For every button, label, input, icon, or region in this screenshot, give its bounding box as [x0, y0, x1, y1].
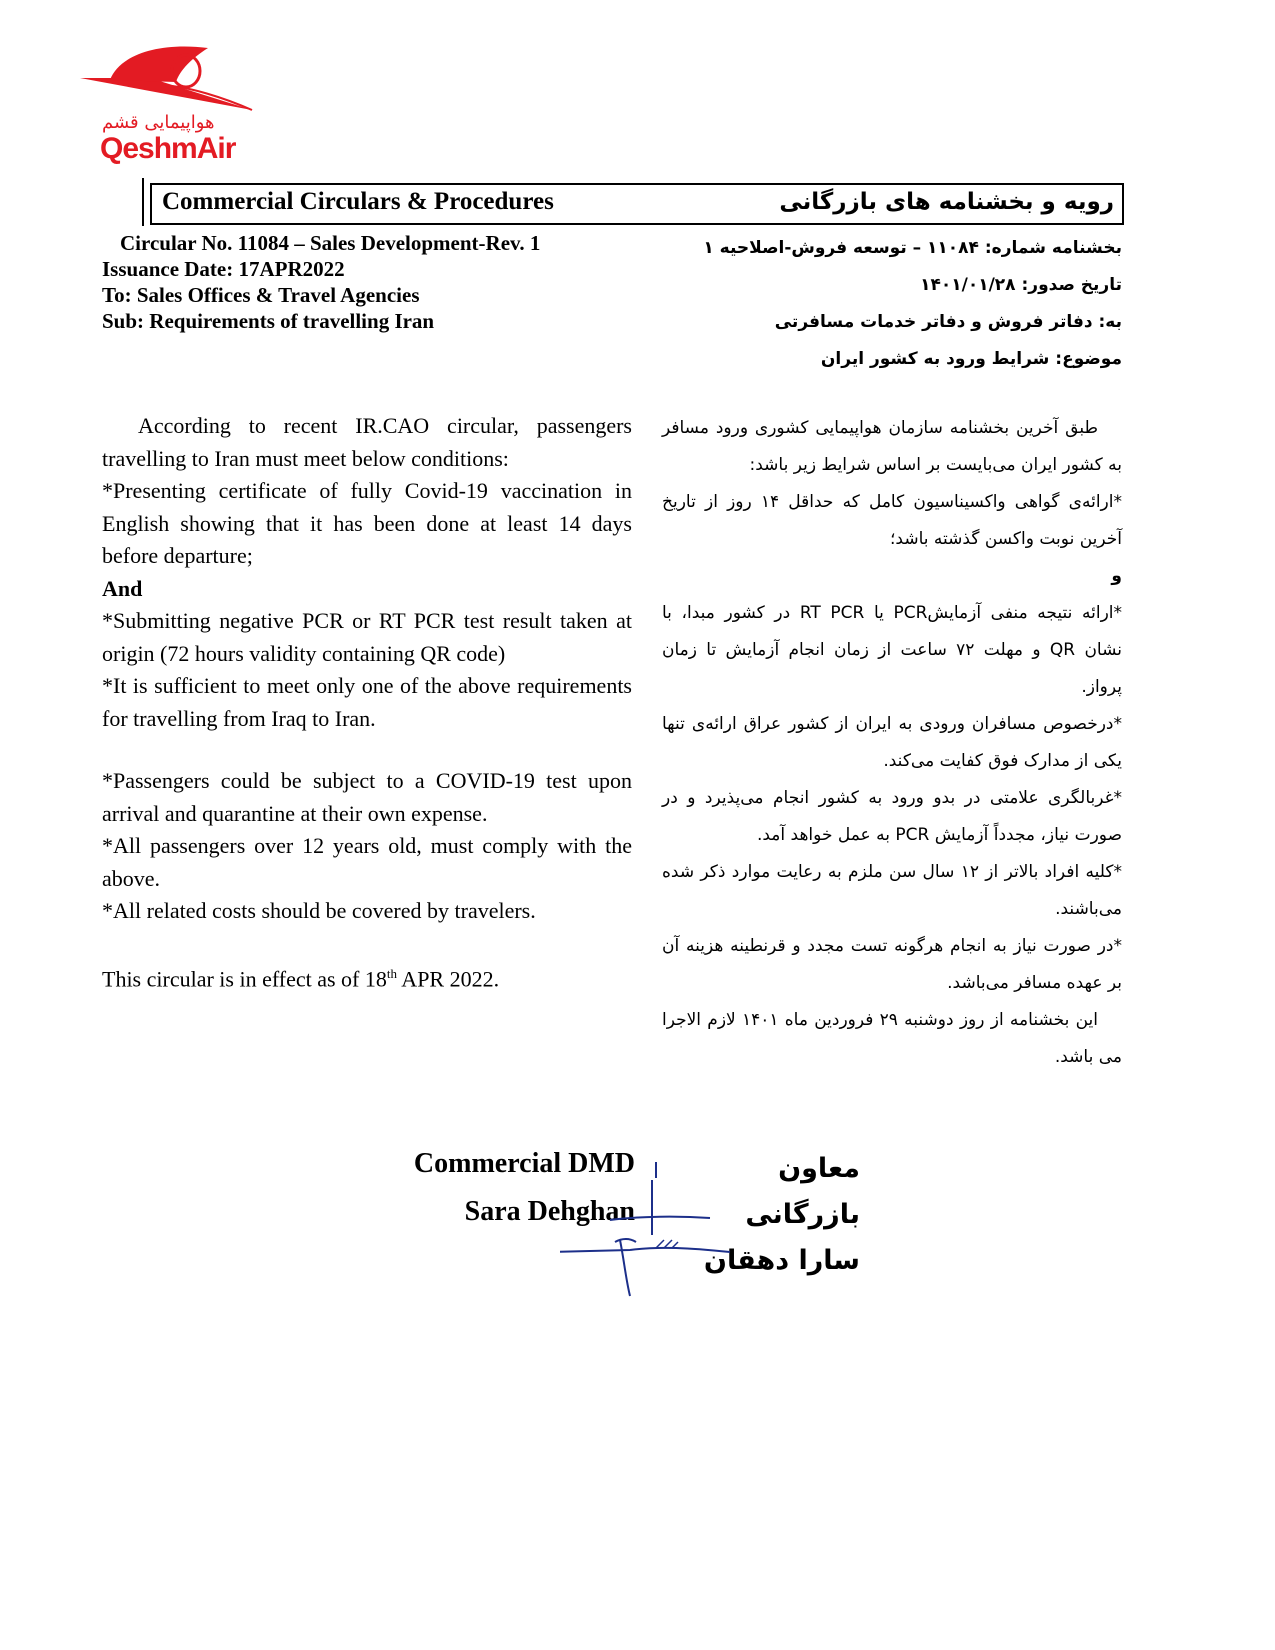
- and-connector-en: And: [102, 575, 143, 601]
- body-text-en: [102, 410, 632, 995]
- circular-number-en: Circular No. 11084 – Sales Development-Rev. 1: [120, 231, 541, 255]
- vaccination-requirement-en: *Presenting certificate of fully Covid-19 vaccination in English showing that it has been done at least 14 days before departure;: [102, 478, 632, 568]
- effective-date-en: This circular is in effect as of 18th APR 2022.: [102, 965, 500, 991]
- arrival-test-note-fa: *غربالگری علامتی در بدو ورود به کشور انجام می‌پذیرد و در صورت نیاز، مجدداً آزمایش PCR به عمل خواهد آمد.: [662, 788, 1122, 845]
- subject-fa: موضوع: شرایط ورود به کشور ایران: [820, 349, 1122, 369]
- age-compliance-note-en: *All passengers over 12 years old, must comply with the above.: [102, 833, 632, 891]
- issuance-date-en: Issuance Date: 17APR2022: [102, 257, 345, 281]
- pcr-requirement-fa: *ارائه نتیجه منفی آزمایشPCR یا RT PCR در کشور مبدا، با نشان QR و مهلت ۷۲ ساعت از زمان انجام آزمایش تا زمان پرواز.: [662, 603, 1123, 697]
- body-text-fa: [662, 410, 1122, 1076]
- costs-note-fa: *در صورت نیاز به انجام هرگونه تست مجدد و قرنطینه هزینه آن بر عهده مسافر می‌باشد.: [662, 936, 1122, 993]
- recipients-fa: به: دفاتر فروش و دفاتر خدمات مسافرتی: [774, 312, 1122, 332]
- handwritten-signature: [560, 1150, 740, 1310]
- intro-paragraph-en: According to recent IR.CAO circular, passengers travelling to Iran must meet below conditions:: [102, 413, 632, 471]
- title-banner: [150, 183, 1124, 225]
- recipients-en: To: Sales Offices & Travel Agencies: [102, 283, 420, 307]
- logo-english-text: QeshmAir: [100, 132, 236, 165]
- signatory-name-fa: سارا دهقان: [703, 1245, 860, 1276]
- age-compliance-note-fa: *کلیه افراد بالاتر از ۱۲ سال سن ملزم به رعایت موارد ذکر شده می‌باشند.: [662, 862, 1122, 919]
- iraq-exception-en: *It is sufficient to meet only one of the above requirements for travelling from Iraq to Iran.: [102, 673, 632, 731]
- and-connector-fa: و: [1111, 566, 1122, 586]
- arrival-test-note-en: *Passengers could be subject to a COVID-19 test upon arrival and quarantine at their own expense.: [102, 768, 632, 826]
- issuance-date-fa: تاریخ صدور: ۱۴۰۱/۰۱/۲۸: [920, 275, 1122, 295]
- vaccination-requirement-fa: *ارائه‌ی گواهی واکسیناسیون کامل که حداقل ۱۴ روز از تاریخ آخرین نوبت واکسن گذشته باشد؛: [662, 492, 1122, 549]
- iraq-exception-fa: *درخصوص مسافران ورودی به ایران از کشور عراق ارائه‌ی تنها یکی از مدارک فوق کفایت می‌کند.: [662, 714, 1122, 771]
- intro-paragraph-fa: طبق آخرین بخشنامه سازمان هواپیمایی کشوری ورود مسافر به کشور ایران می‌بایست بر اساس شرایط زیر باشد:: [662, 418, 1122, 475]
- pcr-requirement-en: *Submitting negative PCR or RT PCR test result taken at origin (72 hours validity containing QR code): [102, 608, 632, 666]
- subject-en: Sub: Requirements of travelling Iran: [102, 309, 435, 333]
- banner-title-fa: رویه و بخشنامه های بازرگانی: [779, 189, 1114, 215]
- costs-note-en: *All related costs should be covered by travelers.: [102, 898, 536, 923]
- circular-header-en: [102, 230, 540, 334]
- logo-persian-text: هواپیمایی قشم: [102, 112, 215, 133]
- signatory-title-fa: معاون بازرگانی: [745, 1153, 860, 1230]
- signatory-name-en: Sara Dehghan: [464, 1196, 635, 1227]
- banner-title-en: Commercial Circulars & Procedures: [162, 188, 554, 215]
- circular-header-fa: [522, 230, 1122, 378]
- effective-date-fa: این بخشنامه از روز دوشنبه ۲۹ فروردین ماه ۱۴۰۱ لازم الاجرا می باشد.: [662, 1010, 1122, 1067]
- circular-number-fa: بخشنامه شماره: ۱۱۰۸۴ – توسعه فروش-اصلاحیه ۱: [703, 238, 1122, 258]
- signatory-title-en: Commercial DMD: [413, 1148, 635, 1179]
- banner-divider: [142, 178, 144, 226]
